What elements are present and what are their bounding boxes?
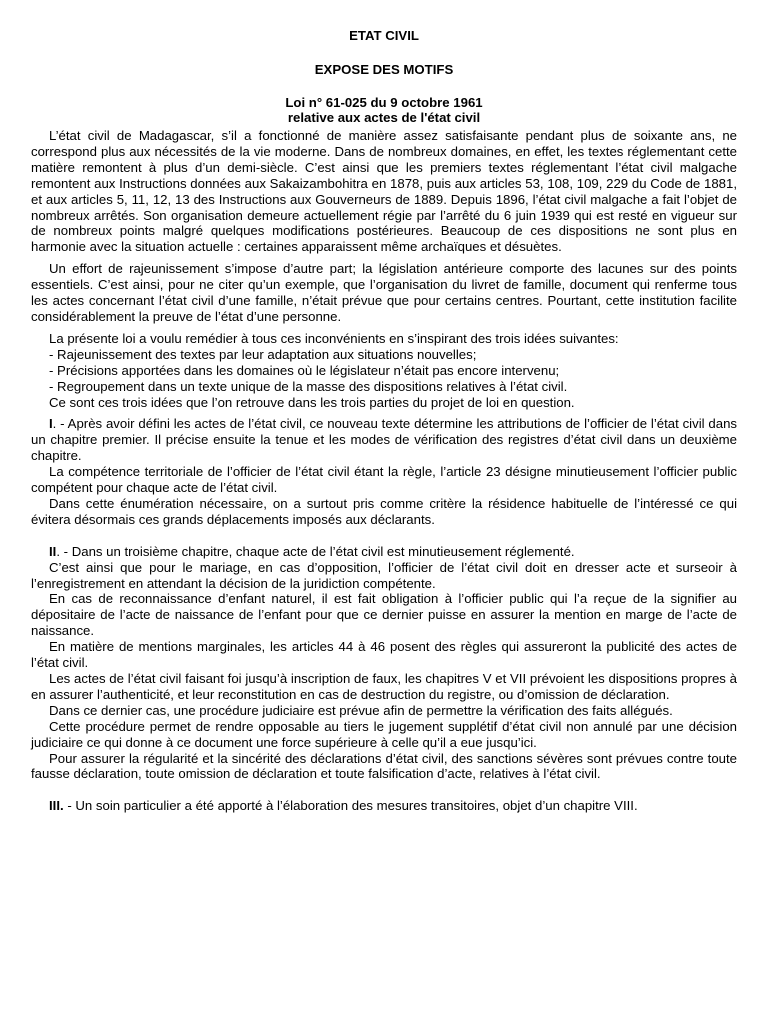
document-body [31, 128, 737, 814]
section-text: . - Dans un troisième chapitre, chaque acte de l’état civil est minutieusement réglementé. [56, 543, 575, 559]
section-number: III. [49, 798, 64, 814]
section-one-paragraph [31, 416, 737, 464]
section-number: II [49, 543, 57, 559]
section-text: . - Après avoir défini les actes de l’état civil, ce nouveau texte détermine les attributions de l’officier de l’état civil dans un chapitre premier. Il précise ensuite la tenue et les modes de vérification des registres d’état civil dans un deuxième chapitre. [31, 416, 737, 464]
list-item: - Précisions apportées dans les domaines où le législateur n’était pas encore intervenu; [49, 362, 560, 378]
section-number: I [49, 416, 53, 432]
section-two-paragraph [31, 544, 737, 560]
document-category-title: ETAT CIVIL [349, 28, 419, 43]
paragraph: Les actes de l’état civil faisant foi jusqu’à inscription de faux, les chapitres V et VII prévoient les dispositions propres à en assurer l’authenticité, et leur reconstitution en cas de destruction du registre, ou d’omission de déclaration. [31, 671, 737, 702]
paragraph: Dans cette énumération nécessaire, on a surtout pris comme critère la résidence habituelle de l’intéressé ce qui évitera désormais ces grands déplacements imposés aux déclarants. [31, 495, 737, 527]
paragraph: En matière de mentions marginales, les articles 44 à 46 posent des règles qui assureront la publicité des actes de l’état civil. [31, 639, 737, 671]
paragraph: Dans ce dernier cas, une procédure judiciaire est prévue afin de permettre la vérification des faits allégués. [49, 702, 673, 718]
paragraph-summary: Ce sont ces trois idées que l’on retrouve dans les trois parties du projet de loi en question. [49, 394, 575, 410]
paragraph-intro: L’état civil de Madagascar, s’il a fonctionné de manière assez satisfaisante pendant plus de soixante ans, ne correspond plus aux nécessités de la vie moderne. Dans de nombreux domaines, en effet, les textes réglementant cette matière remontent à plus d’un demi-siècle. C’est ainsi que les premiers textes réglementant l’état civil malgache remontent aux Instructions données aux Sakaizambohitra en 1878, puis aux articles 53, 108, 109, 229 du Code de 1881, et aux articles 5, 11, 12, 13 des Instructions aux Gouverneurs de 1889. Depuis 1896, l’état civil malgache a fait l’objet de nombreux arrêtés. Son organisation demeure actuellement régie par l’arrêté du 6 juin 1939 qui est resté en vigueur sur de nombreux points malgré quelques modifications postérieures. Beaucoup de ces dispositions ne sont plus en harmonie avec la situation actuelle : certaines apparaissent même archaïques et désuètes. [31, 128, 737, 255]
paragraph: C’est ainsi que pour le mariage, en cas d’opposition, l’officier de l’état civil doit en dresser acte et surseoir à l’enregistrement en attendant la décision de la juridiction compétente. [31, 559, 737, 591]
law-subject: relative aux actes de l'état civil [287, 110, 481, 125]
paragraph: Pour assurer la régularité et la sincérité des déclarations d’état civil, des sanctions sévères sont prévues contre toute fausse déclaration, toute omission de déclaration et toute falsification d’acte, relatives à l’état civil. [31, 750, 737, 782]
paragraph-three-ideas: La présente loi a voulu remédier à tous ces inconvénients en s’inspirant des trois idées suivantes: [49, 330, 619, 346]
paragraph-rejuvenation: Un effort de rajeunissement s’impose d’autre part; la législation antérieure comporte des lacunes sur des points essentiels. C’est ainsi, pour ne citer qu’un exemple, que l’organisation du livret de famille, document qui renferme tous les actes concernant l’état civil d’une famille, n’était prévue que pour certains centres. Pourtant, cette institution facilite considérablement la preuve de l’état d’une personne. [31, 261, 737, 324]
list-item: - Regroupement dans un texte unique de la masse des dispositions relatives à l’état civil. [49, 378, 568, 394]
paragraph: Cette procédure permet de rendre opposable au tiers le jugement supplétif d’état civil non annulé par une décision judiciaire ce qui donne à ce document une force supérieure à celle qu’il a eue jusqu’ici. [31, 718, 737, 750]
section-text: - Un soin particulier a été apporté à l’élaboration des mesures transitoires, objet d’un chapitre VIII. [63, 798, 638, 814]
list-item: - Rajeunissement des textes par leur adaptation aux situations nouvelles; [49, 346, 477, 362]
law-title [0, 95, 768, 125]
law-number: Loi n° 61-025 du 9 octobre 1961 [285, 95, 483, 110]
document-section-title: EXPOSE DES MOTIFS [314, 62, 454, 77]
paragraph: La compétence territoriale de l’officier de l’état civil étant la règle, l’article 23 désigne minutieusement l’officier public compétent pour chaque acte de l’état civil. [31, 464, 737, 496]
section-three-paragraph [31, 798, 737, 814]
paragraph: En cas de reconnaissance d’enfant naturel, il est fait obligation à l’officier public qui l’a reçue de la signifier au dépositaire de l’acte de naissance de l’enfant pour que ce dernier puisse en assurer la mention en marge de l’acte de naissance. [31, 591, 737, 639]
